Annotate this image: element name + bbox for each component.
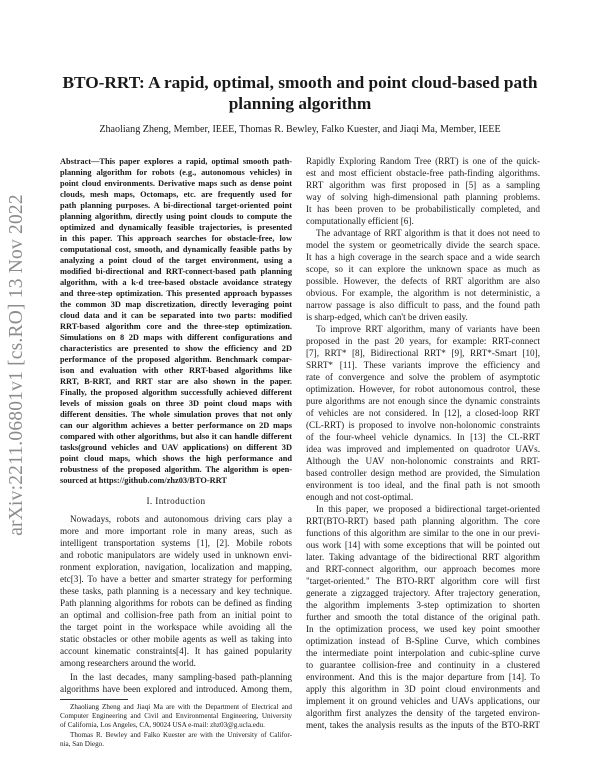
body-line: algorithms have been explored and introduced. Among them, bbox=[60, 684, 292, 694]
abstract-line: point cloud environments. Derivative maps such as dense point bbox=[60, 179, 292, 188]
arxiv-stamp bbox=[4, 130, 30, 600]
abstract-line: tasks(ground vehicles and UAV applications) on different 3D bbox=[60, 443, 292, 452]
body-line: narrow passage is also difficult to pass, and the found path bbox=[306, 300, 540, 310]
body-line: enough and not cost-optimal. bbox=[306, 492, 414, 502]
body-line: account kinematic constraints[4]. It has gained popularity bbox=[60, 646, 292, 656]
body-line: environment. And this is the major departure from [14]. To bbox=[306, 672, 540, 682]
body-line: ous work [14] with some exceptions that will be pointed out bbox=[306, 540, 540, 550]
body-line: computationally efficient [6]. bbox=[306, 216, 414, 226]
abstract-line: sourced at https://github.com/zhz03/BTO-RRT bbox=[60, 476, 227, 485]
body-line: Nowadays, robots and autonomous driving cars play a bbox=[70, 514, 292, 524]
abstract-line: Abstract—This paper explores a rapid, optimal smooth path- bbox=[60, 157, 292, 166]
body-line: implement it on ground vehicles and UAVs applications, our bbox=[306, 696, 540, 706]
body-line: the target point in the workspace while avoiding all the bbox=[60, 622, 292, 632]
body-line: optimization instead of B-Spline Curve, which combines bbox=[306, 636, 540, 646]
body-line: est and most efficient obstacle-free path-finding algorithms. bbox=[306, 168, 540, 178]
abstract-line: RRT, B-RRT, and RRT star are also shown in the paper. bbox=[60, 377, 292, 386]
body-line: apply this algorithm in 3D point cloud environments and bbox=[306, 684, 540, 694]
abstract-line: and three-step optimization. This presented approach bypasses bbox=[60, 289, 292, 298]
abstract-line: RRT-based algorithm core and the three-step optimization. bbox=[60, 322, 292, 331]
body-line: scope, so it can explore the unknown space as much as bbox=[306, 264, 540, 274]
body-line: rate of convergence and solve the problem of asymptotic bbox=[306, 372, 540, 382]
body-line: proposed in the past 20 years, for example: RRT-connect bbox=[306, 336, 540, 346]
body-line: It has been proven to be probabilistically completed, and bbox=[306, 204, 540, 214]
body-line: static obstacles or other mobile agents as well as taking into bbox=[60, 634, 292, 644]
abstract-line: compared with other algorithms, but also it can handle different bbox=[60, 432, 292, 441]
body-line: way of solving high-dimensional path planning problems. bbox=[306, 192, 540, 202]
body-line: RRT algorithm was first proposed in [5] as a sampling bbox=[306, 180, 540, 190]
footnote-line: Thomas R. Bewley and Falko Kuester are with the University of Califor- bbox=[70, 731, 292, 739]
abstract-line: analyzing a point cloud of the target environment, using a bbox=[60, 256, 292, 265]
abstract-line: cloud data and it can be separated into two parts: modified bbox=[60, 311, 292, 320]
body-line: model the system or geometrically divide the search space. bbox=[306, 240, 540, 250]
body-line: Although the UAV non-holonomic constraints and RRT- bbox=[306, 456, 540, 466]
body-line: In this paper, we proposed a bidirectional target-oriented bbox=[316, 504, 540, 514]
abstract-line: planning algorithm for robots (e.g., autonomous vehicles) in bbox=[60, 168, 292, 177]
body-line: In the optimization process, we used key point smoother bbox=[306, 624, 540, 634]
body-line: pure algorithms are not enough since the dynamic constraints bbox=[306, 396, 540, 406]
body-line: In the last decades, many sampling-based path-planning bbox=[70, 672, 292, 682]
footnote-line: Computer Engineering and Civil and Environmental Engineering, University bbox=[60, 712, 292, 720]
body-line: based controller design method are provided, the Simulation bbox=[306, 468, 540, 478]
body-line: functions of this algorithm are similar to the one in our previ- bbox=[306, 528, 540, 538]
body-line: these tasks, path planning is a necessary and key technique. bbox=[60, 586, 292, 596]
body-line: further and smooth the total distance of the original path. bbox=[306, 612, 540, 622]
abstract-line: algorithm, with a k-d tree-based obstacle avoidance strategy bbox=[60, 278, 292, 287]
abstract-line: modified bi-directional and RRT-connect-based path planning bbox=[60, 267, 292, 276]
footnote-rule bbox=[60, 699, 128, 700]
body-line: the intermediate point interpolation and cubic-spline curve bbox=[306, 648, 540, 658]
body-line: of vehicles are not considered. In [12], a closed-loop RRT bbox=[306, 408, 540, 418]
body-line: intelligent transportation systems [1], [2]. Mobile robots bbox=[60, 538, 292, 548]
abstract-line: levels of mission goals on three 3D point cloud maps with bbox=[60, 399, 292, 408]
footnote-line: nia, San Diego. bbox=[60, 740, 105, 748]
body-line: SRRT* [11]. These variants improve the efficiency and bbox=[306, 360, 540, 370]
author-list: Zhaoliang Zheng, Member, IEEE, Thomas R. Bewley, Falko Kuester, and Jiaqi Ma, Member, IEEE bbox=[99, 124, 501, 135]
body-line: environment is too ideal, and the final path is not smooth bbox=[306, 480, 540, 490]
abstract-line: point cloud maps, which shows the high performance and bbox=[60, 454, 292, 463]
body-line: and robotic manipulators are widely used in unknown envi- bbox=[60, 550, 292, 560]
body-line: ronment exploration, navigation, localization and mapping, bbox=[60, 562, 292, 572]
abstract-line: optimized and dynamically feasible trajectories, is presented bbox=[60, 223, 292, 232]
abstract-line: different densities. The whole simulation proves that not only bbox=[60, 410, 292, 419]
title-line: planning algorithm bbox=[228, 94, 372, 113]
body-line: of the four-wheel vehicle dynamics. In [13] the CL-RRT bbox=[306, 432, 540, 442]
body-line: optimization. However, for robot autonomous control, these bbox=[306, 384, 540, 394]
body-line: and RRT-connect algorithm, our approach becomes more bbox=[306, 564, 540, 574]
abstract-line: Simulations on 8 2D maps with different configurations and bbox=[60, 333, 292, 342]
arxiv-stamp-text: arXiv:2211.06801v1 [cs.RO] 13 Nov 2022 bbox=[6, 194, 27, 536]
body-line: an optimal and collision-free path from an initial point to bbox=[60, 610, 292, 620]
body-line: idea was improved and implemented on quadrotor UAVs. bbox=[306, 444, 540, 454]
section-heading-introduction: I. Introduction bbox=[146, 496, 206, 506]
abstract-line: performance of the proposed algorithm. Benchmark compar- bbox=[60, 355, 292, 364]
abstract-line: path planning purposes. A bi-directional target-oriented point bbox=[60, 201, 292, 210]
abstract-line: characteristics are presented to show the efficiency and 2D bbox=[60, 344, 292, 353]
body-line: obvious. For example, the algorithm is not deterministic, a bbox=[306, 288, 540, 298]
body-line: later. Taking advantage of the bidirectional RRT algorithm bbox=[306, 552, 540, 562]
abstract-line: computational cost, smooth, and dynamically feasible paths by bbox=[60, 245, 292, 254]
body-line: ment, takes the analysis results as the inputs of the BTO-RRT bbox=[306, 720, 540, 730]
body-line: etc[3]. To have a better and smarter strategy for performing bbox=[60, 574, 292, 584]
abstract-line: clouds, mesh maps, Octomaps, etc. are frequently used for bbox=[60, 190, 292, 199]
body-line: among researchers around the world. bbox=[60, 658, 196, 668]
footnote-line: Zhaoliang Zheng and Jiaqi Ma are with the Department of Electrical and bbox=[70, 703, 292, 711]
abstract-line: ison and evaluation with other RRT-based algorithms like bbox=[60, 366, 292, 375]
title-line: BTO-RRT: A rapid, optimal, smooth and point cloud-based path bbox=[62, 73, 538, 92]
body-line: is sharp-edged, which can't be driven easily. bbox=[306, 312, 468, 322]
body-line: generate a zigzagged trajectory. After trajectory generation, bbox=[306, 588, 540, 598]
abstract-line: in this paper. This approach searches for obstacle-free, low bbox=[60, 234, 292, 243]
body-line: "target-oriented." The BTO-RRT algorithm core will first bbox=[306, 576, 540, 586]
abstract-line: planning algorithm, directly using point clouds to compute the bbox=[60, 212, 292, 221]
body-line: Path planning algorithms for robots can be defined as finding bbox=[60, 598, 292, 608]
body-line: [7], RRT* [8], Bidirectional RRT* [9], RRT*-Smart [10], bbox=[306, 348, 540, 358]
body-line: more and more important role in many areas, such as bbox=[60, 526, 292, 536]
body-line: The advantage of RRT algorithm is that it does not need to bbox=[316, 228, 540, 238]
left-column bbox=[60, 0, 292, 776]
abstract-line: robustness of the proposed algorithm. The algorithm is open- bbox=[60, 465, 292, 474]
body-line: the algorithm implements 3-step optimization to shorten bbox=[306, 600, 540, 610]
body-line: possible. However, the defects of RRT algorithm are also bbox=[306, 276, 540, 286]
body-line: Rapidly Exploring Random Tree (RRT) is one of the quick- bbox=[306, 156, 540, 166]
body-line: (CL-RRT) is proposed to involve non-holonomic constraints bbox=[306, 420, 540, 430]
right-column bbox=[306, 0, 540, 776]
body-line: RRT(BTO-RRT) based path planning algorithm. The core bbox=[306, 516, 540, 526]
abstract-line: the common 3D map discretization, directly leveraging point bbox=[60, 300, 292, 309]
abstract-line: Finally, the proposed algorithm successfully achieved different bbox=[60, 388, 292, 397]
footnote-line: of California, Los Angeles, CA, 90024 USA e-mail: zhz03@g.ucla.edu. bbox=[60, 721, 265, 729]
body-line: It has a high coverage in the search space and a wide search bbox=[306, 252, 540, 262]
body-line: To improve RRT algorithm, many of variants have been bbox=[316, 324, 540, 334]
abstract-line: can our algorithm achieves a better performance on 2D maps bbox=[60, 421, 292, 430]
body-line: algorithm first analyzes the density of the targeted environ- bbox=[306, 708, 540, 718]
body-line: to guarantee collision-free and continuity in a clustered bbox=[306, 660, 540, 670]
